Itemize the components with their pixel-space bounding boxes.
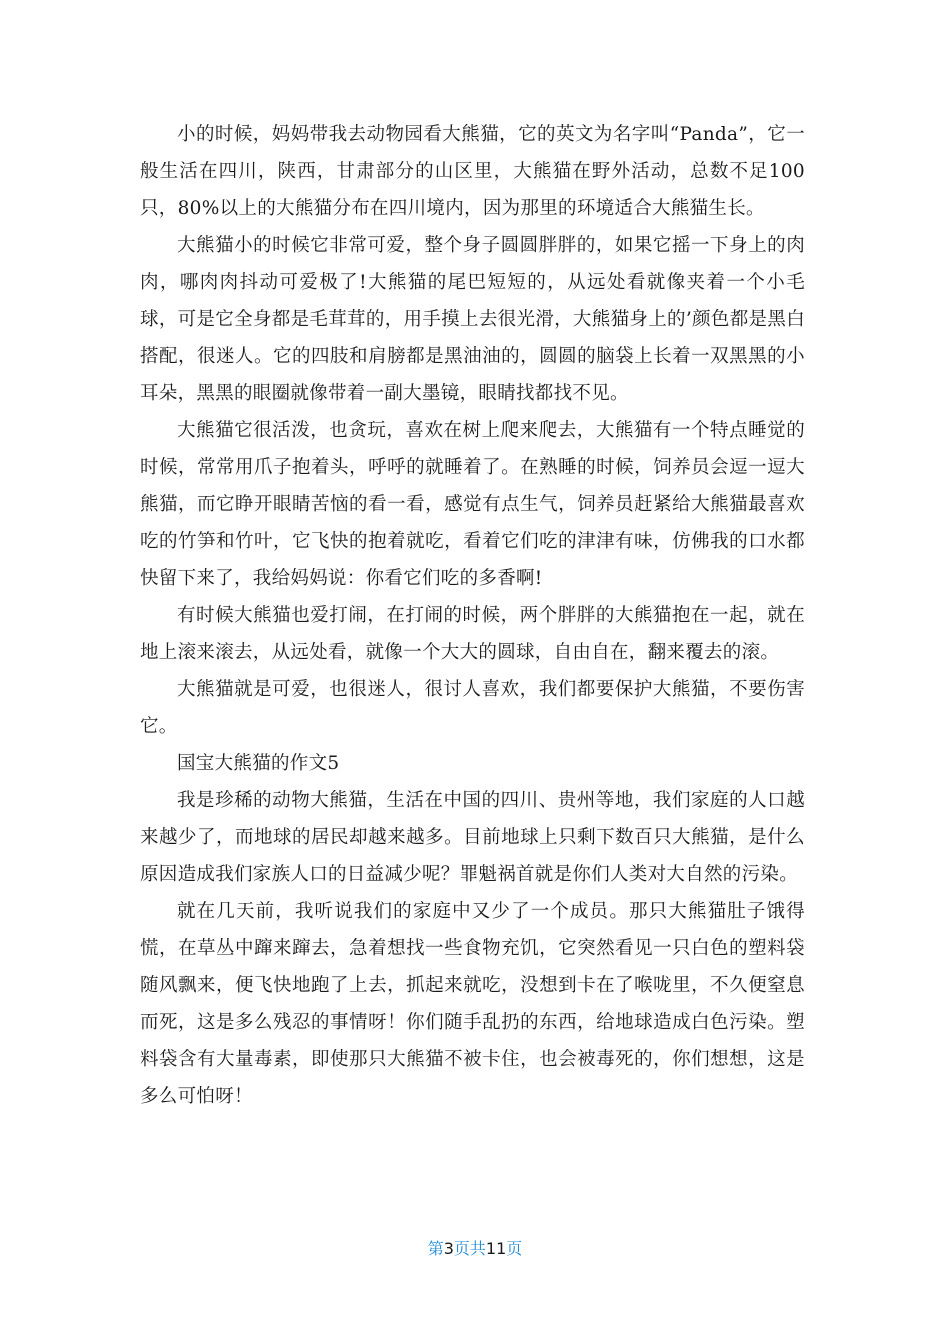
paragraph-3: 大熊猫它很活泼，也贪玩，喜欢在树上爬来爬去，大熊猫有一个特点睡觉的时候，常常用爪子抱着头，呼呼的就睡着了。在熟睡的时候，饲养员会逗一逗大熊猫，而它睁开眼睛苦恼的看一看，感觉有点生气，饲养员赶紧给大熊猫最喜欢吃的竹笋和竹叶，它飞快的抱着就吃，看着它们吃的津津有味，仿佛我的口水都快留下来了，我给妈妈说：你看它们吃的多香啊! bbox=[140, 420, 805, 589]
footer-current-page: 3 bbox=[443, 1239, 454, 1258]
paragraph-5: 大熊猫就是可爱，也很迷人，很讨人喜欢，我们都要保护大熊猫，不要伤害它。 bbox=[140, 679, 805, 737]
footer-suffix: 页 bbox=[506, 1239, 523, 1258]
paragraph-1: 小的时候，妈妈带我去动物园看大熊猫，它的英文为名字叫“Panda”，它一般生活在四川，陕西，甘肃部分的山区里，大熊猫在野外活动，总数不足100只，80%以上的大熊猫分布在四川境内，因为那里的环境适合大熊猫生长。 bbox=[140, 124, 805, 219]
section-title: 国宝大熊猫的作文5 bbox=[177, 753, 340, 774]
footer-prefix: 第 bbox=[427, 1239, 444, 1258]
section-paragraph-1: 我是珍稀的动物大熊猫，生活在中国的四川、贵州等地，我们家庭的人口越来越少了，而地球的居民却越来越多。目前地球上只剩下数百只大熊猫，是什么原因造成我们家族人口的日益减少呢？罪魁祸首就是你们人类对大自然的污染。 bbox=[140, 790, 805, 885]
paragraph-4: 有时候大熊猫也爱打闹，在打闹的时候，两个胖胖的大熊猫抱在一起，就在地上滚来滚去，从远处看，就像一个大大的圆球，自由自在，翻来覆去的滚。 bbox=[140, 605, 805, 663]
page-footer bbox=[0, 1237, 950, 1261]
paragraph-2: 大熊猫小的时候它非常可爱，整个身子圆圆胖胖的，如果它摇一下身上的肉肉，哪肉肉抖动可爱极了!大熊猫的尾巴短短的，从远处看就像夹着一个小毛球，可是它全身都是毛茸茸的，用手摸上去很光滑，大熊猫身上的’颜色都是黑白搭配，很迷人。它的四肢和肩膀都是黑油油的，圆圆的脑袋上长着一双黑黑的小耳朵，黑黑的眼圈就像带着一副大墨镜，眼睛找都找不见。 bbox=[140, 235, 805, 404]
footer-middle: 页共 bbox=[453, 1239, 486, 1258]
footer-total-pages: 11 bbox=[485, 1239, 507, 1258]
document-body bbox=[140, 116, 805, 1115]
section-paragraph-2: 就在几天前，我听说我们的家庭中又少了一个成员。那只大熊猫肚子饿得慌，在草丛中蹿来蹿去，急着想找一些食物充饥，它突然看见一只白色的塑料袋随风飘来，便飞快地跑了上去，抓起来就吃，没想到卡在了喉咙里，不久便窒息而死，这是多么残忍的事情呀！你们随手乱扔的东西，给地球造成白色污染。塑料袋含有大量毒素，即使那只大熊猫不被卡住，也会被毒死的，你们想想，这是多么可怕呀！ bbox=[140, 901, 805, 1107]
